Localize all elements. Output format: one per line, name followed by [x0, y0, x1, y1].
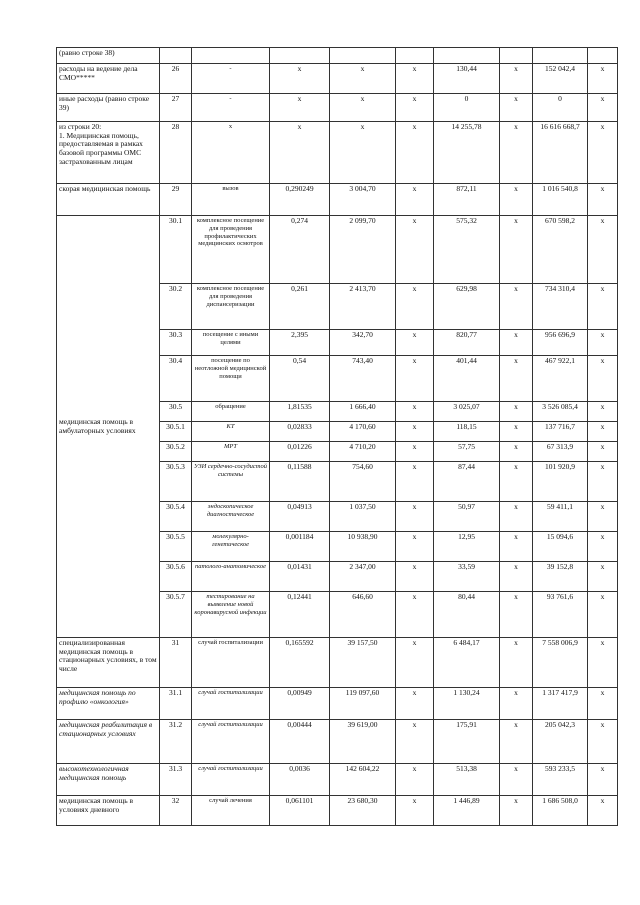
- value-cell-4: [434, 48, 500, 64]
- value-cell-5: x: [500, 442, 533, 462]
- value-cell-3: x: [396, 122, 434, 184]
- value-cell-2: [330, 48, 396, 64]
- row-number-cell: 30.5.4: [160, 502, 192, 532]
- value-cell-7: x: [588, 94, 618, 122]
- value-cell-1: 0,165592: [270, 638, 330, 688]
- value-cell-2: 142 604,22: [330, 764, 396, 796]
- value-cell-2: 3 004,70: [330, 184, 396, 216]
- row-number-cell: 30.3: [160, 330, 192, 356]
- unit-cell: случай госпитализации: [192, 688, 270, 720]
- unit-cell: вызов: [192, 184, 270, 216]
- value-cell-7: x: [588, 592, 618, 638]
- row-number-cell: 31.3: [160, 764, 192, 796]
- value-cell-7: x: [588, 532, 618, 562]
- value-cell-3: x: [396, 330, 434, 356]
- value-cell-4: 33,59: [434, 562, 500, 592]
- value-cell-6: 670 598,2: [533, 216, 588, 284]
- value-cell-3: x: [396, 402, 434, 422]
- value-cell-2: 1 037,50: [330, 502, 396, 532]
- value-cell-6: 0: [533, 94, 588, 122]
- value-cell-3: x: [396, 184, 434, 216]
- value-cell-6: 93 761,6: [533, 592, 588, 638]
- table-row: [57, 184, 618, 216]
- value-cell-1: 0,0036: [270, 764, 330, 796]
- value-cell-7: x: [588, 442, 618, 462]
- table-row: [57, 94, 618, 122]
- unit-cell: посещение с иными целями: [192, 330, 270, 356]
- row-name-cell: медицинская помощь в условиях дневного: [57, 796, 160, 826]
- value-cell-7: x: [588, 562, 618, 592]
- value-cell-6: 16 616 668,7: [533, 122, 588, 184]
- unit-cell: -: [192, 64, 270, 94]
- value-cell-4: 401,44: [434, 356, 500, 402]
- value-cell-1: 0,00949: [270, 688, 330, 720]
- value-cell-6: 15 094,6: [533, 532, 588, 562]
- value-cell-2: 39 157,50: [330, 638, 396, 688]
- unit-cell: x: [192, 122, 270, 184]
- value-cell-6: 152 042,4: [533, 64, 588, 94]
- unit-cell: случай госпитализации: [192, 764, 270, 796]
- value-cell-4: 513,38: [434, 764, 500, 796]
- unit-cell: [192, 48, 270, 64]
- value-cell-7: x: [588, 122, 618, 184]
- value-cell-1: x: [270, 122, 330, 184]
- value-cell-7: x: [588, 502, 618, 532]
- value-cell-6: 101 920,9: [533, 462, 588, 502]
- value-cell-6: 1 016 540,8: [533, 184, 588, 216]
- table-row: [57, 48, 618, 64]
- value-cell-5: x: [500, 64, 533, 94]
- value-cell-4: 57,75: [434, 442, 500, 462]
- table-row: [57, 64, 618, 94]
- unit-cell: МРТ: [192, 442, 270, 462]
- value-cell-5: x: [500, 184, 533, 216]
- value-cell-2: 342,70: [330, 330, 396, 356]
- value-cell-7: x: [588, 720, 618, 764]
- row-name-cell: высокотехнологичная медицинская помощь: [57, 764, 160, 796]
- value-cell-6: 59 411,1: [533, 502, 588, 532]
- value-cell-3: x: [396, 562, 434, 592]
- value-cell-6: 734 310,4: [533, 284, 588, 330]
- value-cell-1: 0,274: [270, 216, 330, 284]
- value-cell-1: 0,001184: [270, 532, 330, 562]
- value-cell-3: x: [396, 720, 434, 764]
- value-cell-5: x: [500, 562, 533, 592]
- value-cell-4: 575,32: [434, 216, 500, 284]
- row-number-cell: [160, 48, 192, 64]
- table-row: [57, 638, 618, 688]
- value-cell-7: x: [588, 284, 618, 330]
- value-cell-2: 2 413,70: [330, 284, 396, 330]
- row-name-cell: скорая медицинская помощь: [57, 184, 160, 216]
- row-number-cell: 31: [160, 638, 192, 688]
- value-cell-4: 820,77: [434, 330, 500, 356]
- value-cell-7: x: [588, 356, 618, 402]
- value-cell-6: 39 152,8: [533, 562, 588, 592]
- value-cell-6: 137 716,7: [533, 422, 588, 442]
- row-number-cell: 31.1: [160, 688, 192, 720]
- value-cell-3: x: [396, 764, 434, 796]
- value-cell-3: x: [396, 64, 434, 94]
- value-cell-3: x: [396, 284, 434, 330]
- financing-table: [56, 47, 618, 826]
- row-number-cell: 30.4: [160, 356, 192, 402]
- value-cell-4: 14 255,78: [434, 122, 500, 184]
- row-number-cell: 29: [160, 184, 192, 216]
- value-cell-4: 87,44: [434, 462, 500, 502]
- value-cell-2: 39 619,00: [330, 720, 396, 764]
- row-number-cell: 30.5: [160, 402, 192, 422]
- value-cell-6: 1 317 417,9: [533, 688, 588, 720]
- unit-cell: обращение: [192, 402, 270, 422]
- row-number-cell: 30.1: [160, 216, 192, 284]
- value-cell-4: 1 130,24: [434, 688, 500, 720]
- unit-cell: комплексное посещение для проведения диспансеризации: [192, 284, 270, 330]
- value-cell-7: x: [588, 422, 618, 442]
- value-cell-4: 872,11: [434, 184, 500, 216]
- unit-cell: эндоскопическое диагностическое: [192, 502, 270, 532]
- value-cell-2: 119 097,60: [330, 688, 396, 720]
- value-cell-1: 0,54: [270, 356, 330, 402]
- value-cell-5: [500, 48, 533, 64]
- value-cell-6: 67 313,9: [533, 442, 588, 462]
- value-cell-2: 743,40: [330, 356, 396, 402]
- value-cell-3: x: [396, 422, 434, 442]
- value-cell-1: [270, 48, 330, 64]
- value-cell-1: 0,261: [270, 284, 330, 330]
- value-cell-2: 646,60: [330, 592, 396, 638]
- value-cell-5: x: [500, 592, 533, 638]
- value-cell-2: 754,60: [330, 462, 396, 502]
- value-cell-1: 2,395: [270, 330, 330, 356]
- unit-cell: комплексное посещение для проведения профилактических медицинских осмотров: [192, 216, 270, 284]
- row-number-cell: 30.5.5: [160, 532, 192, 562]
- value-cell-4: 130,44: [434, 64, 500, 94]
- row-name-cell: из строки 20: 1. Медицинская помощь, предоставляемая в рамках базовой программы ОМС застрахованным лицам: [57, 122, 160, 184]
- value-cell-3: x: [396, 592, 434, 638]
- value-cell-7: x: [588, 462, 618, 502]
- value-cell-4: 118,15: [434, 422, 500, 442]
- unit-cell: молекулярно-генетическое: [192, 532, 270, 562]
- value-cell-3: x: [396, 462, 434, 502]
- value-cell-3: [396, 48, 434, 64]
- row-number-cell: 32: [160, 796, 192, 826]
- value-cell-1: x: [270, 94, 330, 122]
- value-cell-1: 0,02833: [270, 422, 330, 442]
- row-name-cell: медицинская реабилитация в стационарных условиях: [57, 720, 160, 764]
- value-cell-5: x: [500, 720, 533, 764]
- value-cell-2: 2 099,70: [330, 216, 396, 284]
- value-cell-2: x: [330, 64, 396, 94]
- table-row: [57, 720, 618, 764]
- value-cell-1: 0,00444: [270, 720, 330, 764]
- value-cell-1: x: [270, 64, 330, 94]
- table-row: [57, 764, 618, 796]
- value-cell-7: x: [588, 688, 618, 720]
- value-cell-4: 175,91: [434, 720, 500, 764]
- value-cell-2: x: [330, 94, 396, 122]
- table-row: [57, 688, 618, 720]
- value-cell-1: 0,01226: [270, 442, 330, 462]
- value-cell-5: x: [500, 638, 533, 688]
- row-number-cell: 30.5.3: [160, 462, 192, 502]
- value-cell-5: x: [500, 330, 533, 356]
- value-cell-3: x: [396, 688, 434, 720]
- row-number-cell: 31.2: [160, 720, 192, 764]
- row-number-cell: 30.2: [160, 284, 192, 330]
- value-cell-5: x: [500, 122, 533, 184]
- row-name-cell: медицинская помощь в амбулаторных условиях: [57, 216, 160, 638]
- value-cell-4: 3 025,07: [434, 402, 500, 422]
- value-cell-5: x: [500, 462, 533, 502]
- row-name-cell: (равно строке 38): [57, 48, 160, 64]
- row-number-cell: 30.5.6: [160, 562, 192, 592]
- table-row: [57, 216, 618, 284]
- value-cell-4: 80,44: [434, 592, 500, 638]
- unit-cell: УЗИ сердечно-сосудистой системы: [192, 462, 270, 502]
- value-cell-2: x: [330, 122, 396, 184]
- value-cell-2: 10 938,90: [330, 532, 396, 562]
- value-cell-4: 12,95: [434, 532, 500, 562]
- value-cell-3: x: [396, 94, 434, 122]
- value-cell-4: 6 484,17: [434, 638, 500, 688]
- unit-cell: КТ: [192, 422, 270, 442]
- value-cell-6: 467 922,1: [533, 356, 588, 402]
- row-name-cell: расходы на ведение дела СМО*****: [57, 64, 160, 94]
- value-cell-6: 205 042,3: [533, 720, 588, 764]
- value-cell-1: 1,81535: [270, 402, 330, 422]
- value-cell-3: x: [396, 638, 434, 688]
- row-number-cell: 27: [160, 94, 192, 122]
- value-cell-6: 1 686 508,0: [533, 796, 588, 826]
- value-cell-3: x: [396, 216, 434, 284]
- value-cell-4: 1 446,89: [434, 796, 500, 826]
- row-number-cell: 30.5.1: [160, 422, 192, 442]
- value-cell-6: 593 233,5: [533, 764, 588, 796]
- value-cell-7: x: [588, 216, 618, 284]
- unit-cell: случай госпитализации: [192, 720, 270, 764]
- value-cell-5: x: [500, 422, 533, 442]
- value-cell-5: x: [500, 764, 533, 796]
- value-cell-7: x: [588, 402, 618, 422]
- value-cell-5: x: [500, 796, 533, 826]
- value-cell-6: 3 526 085,4: [533, 402, 588, 422]
- row-number-cell: 30.5.7: [160, 592, 192, 638]
- table-row: [57, 796, 618, 826]
- value-cell-5: x: [500, 94, 533, 122]
- value-cell-6: 7 558 006,9: [533, 638, 588, 688]
- value-cell-2: 4 170,60: [330, 422, 396, 442]
- value-cell-4: 629,98: [434, 284, 500, 330]
- value-cell-7: x: [588, 330, 618, 356]
- row-number-cell: 28: [160, 122, 192, 184]
- value-cell-7: x: [588, 796, 618, 826]
- value-cell-7: x: [588, 184, 618, 216]
- value-cell-2: 4 710,20: [330, 442, 396, 462]
- value-cell-7: x: [588, 64, 618, 94]
- value-cell-2: 23 680,30: [330, 796, 396, 826]
- unit-cell: случай лечения: [192, 796, 270, 826]
- value-cell-2: 1 666,40: [330, 402, 396, 422]
- value-cell-3: x: [396, 442, 434, 462]
- unit-cell: -: [192, 94, 270, 122]
- value-cell-4: 50,97: [434, 502, 500, 532]
- row-name-cell: специализированная медицинская помощь в стационарных условиях, в том числе: [57, 638, 160, 688]
- value-cell-7: [588, 48, 618, 64]
- value-cell-3: x: [396, 356, 434, 402]
- value-cell-3: x: [396, 796, 434, 826]
- unit-cell: посещение по неотложной медицинской помощи: [192, 356, 270, 402]
- value-cell-1: 0,290249: [270, 184, 330, 216]
- value-cell-7: x: [588, 764, 618, 796]
- value-cell-7: x: [588, 638, 618, 688]
- value-cell-3: x: [396, 502, 434, 532]
- value-cell-5: x: [500, 284, 533, 330]
- value-cell-5: x: [500, 356, 533, 402]
- unit-cell: патолого-анатомическое: [192, 562, 270, 592]
- value-cell-5: x: [500, 402, 533, 422]
- value-cell-4: 0: [434, 94, 500, 122]
- value-cell-1: 0,12441: [270, 592, 330, 638]
- value-cell-3: x: [396, 532, 434, 562]
- value-cell-5: x: [500, 502, 533, 532]
- value-cell-1: 0,01431: [270, 562, 330, 592]
- row-name-cell: медицинская помощь по профилю «онкология»: [57, 688, 160, 720]
- value-cell-5: x: [500, 216, 533, 284]
- value-cell-1: 0,04913: [270, 502, 330, 532]
- row-number-cell: 30.5.2: [160, 442, 192, 462]
- value-cell-6: 956 696,9: [533, 330, 588, 356]
- row-number-cell: 26: [160, 64, 192, 94]
- value-cell-5: x: [500, 532, 533, 562]
- value-cell-1: 0,061101: [270, 796, 330, 826]
- value-cell-5: x: [500, 688, 533, 720]
- value-cell-1: 0,11588: [270, 462, 330, 502]
- row-name-cell: иные расходы (равно строке 39): [57, 94, 160, 122]
- value-cell-6: [533, 48, 588, 64]
- table-row: [57, 122, 618, 184]
- unit-cell: тестирование на выявление новой коронавирусной инфекции: [192, 592, 270, 638]
- value-cell-2: 2 347,00: [330, 562, 396, 592]
- unit-cell: случай госпитализации: [192, 638, 270, 688]
